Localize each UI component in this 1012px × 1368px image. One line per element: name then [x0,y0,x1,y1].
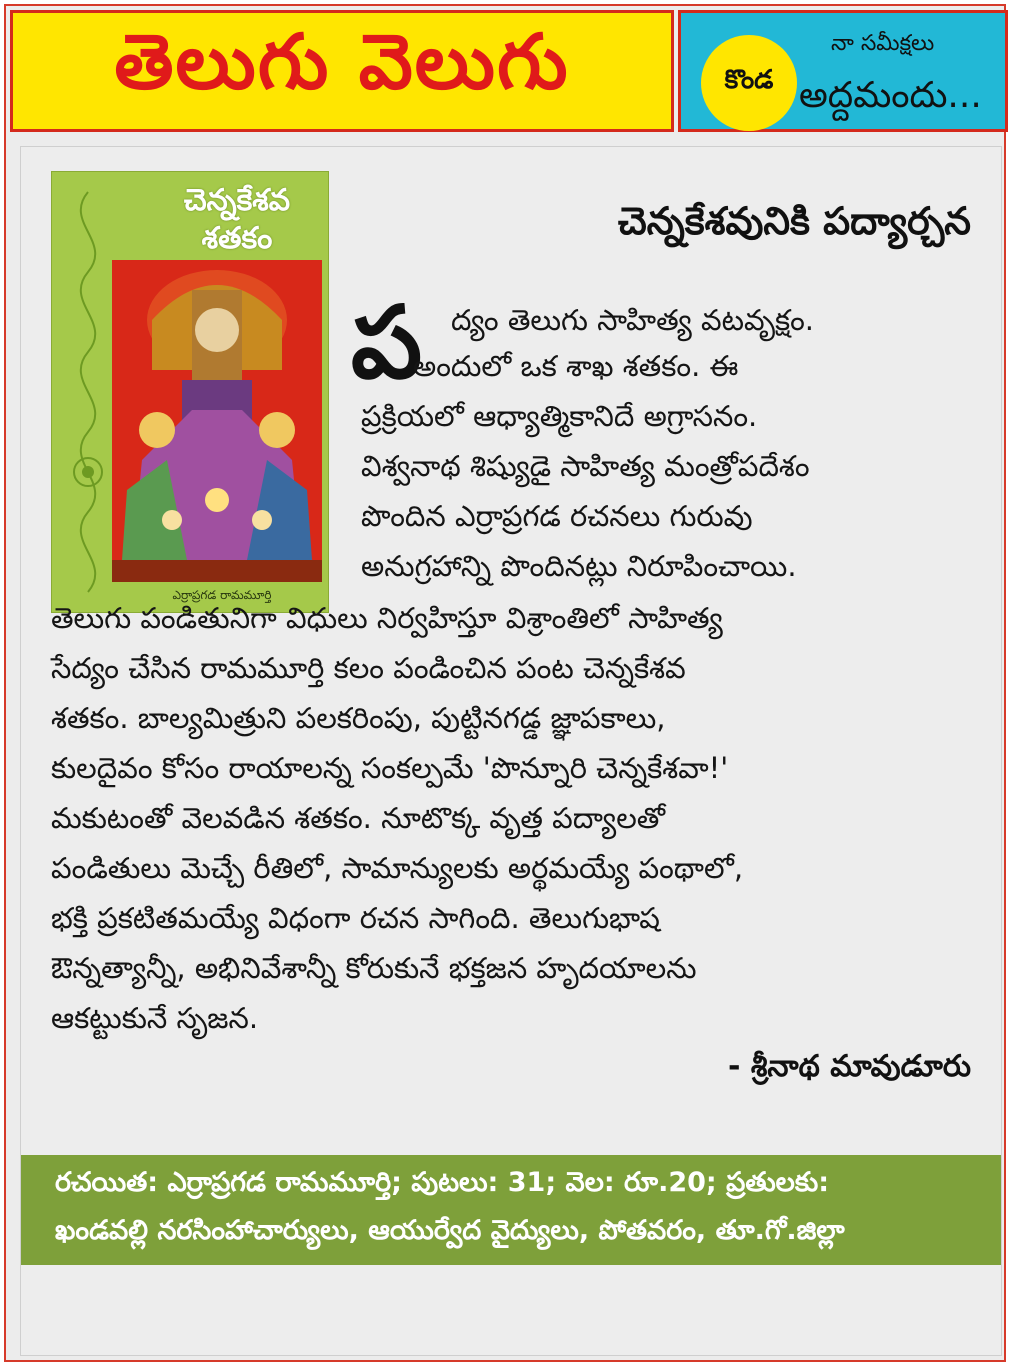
cover-title [152,182,322,258]
section-tagline-big: అద్దమందు... [799,75,982,116]
drop-cap: ప [351,284,423,401]
body-line: పండితులు మెచ్చే రీతిలో, సామాన్యులకు అర్థమయ్యే పంథాలో, [51,851,744,885]
body-line: అందులో ఒక శాఖ శతకం. ఈ [413,349,739,383]
cover-author: ఎర్రాప్రగడ రామమూర్తి [172,588,272,602]
cover-title-line2: శతకం [201,221,273,256]
body-line: మకుటంతో వెలవడిన శతకం. నూటొక్క వృత్త పద్యాలతో [51,801,666,835]
body-line: కులదైవం కోసం రాయాలన్న సంకల్పమే 'పొన్నూరి చెన్నకేశవా!' [51,751,729,785]
body-line: పొందిన ఎర్రాప్రగడ రచనలు గురువు [361,499,753,533]
reviewer-badge: కొండ [701,35,797,131]
book-details-footer [21,1155,1001,1265]
masthead-banner [10,10,674,132]
cover-title-line1: చెన్నకేశవ [183,183,291,218]
masthead [6,6,1004,134]
body-line: ఔన్నత్యాన్నీ, అభినివేశాన్నీ కోరుకునే భక్తజన హృదయాలను [51,951,697,985]
masthead-title: తెలుగు వెలుగు [114,17,570,106]
deity-illustration [112,260,322,582]
body-line: సేద్యం చేసిన రామమూర్తి కలం పండించిన పంట చెన్నకేశవ [51,651,686,685]
article-title: చెన్నకేశవునికి పద్యార్చన [617,199,971,243]
body-line: ద్యం తెలుగు సాహిత్య వటవృక్షం. [451,303,815,337]
review-article [20,146,1002,1356]
deity-photo [112,260,322,582]
review-section-banner [678,10,1008,132]
body-line: ఆకట్టుకునే సృజన. [51,1001,259,1035]
body-line: తెలుగు పండితునిగా విధులు నిర్వహిస్తూ విశ్రాంతిలో సాహిత్య [51,601,723,635]
page-frame [4,4,1006,1362]
book-details-line2: ఖండవల్లి నరసింహాచార్యులు, ఆయుర్వేద వైద్యులు, పోతవరం, తూ.గో.జిల్లా [55,1215,845,1246]
book-details-line1: రచయిత: ఎర్రాప్రగడ రామమూర్తి; పుటలు: 31; వెల: రూ.20; ప్రతులకు: [55,1167,830,1198]
body-line: భక్తి ప్రకటితమయ్యే విధంగా రచన సాగింది. తెలుగుభాష [51,901,660,935]
book-cover-image [51,171,329,613]
body-line: అనుగ్రహాన్ని పొందినట్లు నిరూపించాయి. [361,549,797,583]
body-line: శతకం. బాల్యమిత్రుని పలకరింపు, పుట్టినగడ్డ జ్ఞాపకాలు, [51,701,666,735]
body-line: ప్రక్రియలో ఆధ్యాత్మికానిదే అగ్రాసనం. [361,399,758,433]
section-tagline-small: నా సమీక్షలు [831,31,935,56]
reviewer-signature: - శ్రీనాథ మావుడూరు [728,1049,971,1084]
body-line: విశ్వనాథ శిష్యుడై సాహిత్య మంత్రోపదేశం [361,449,810,483]
cover-ornament [58,182,118,602]
